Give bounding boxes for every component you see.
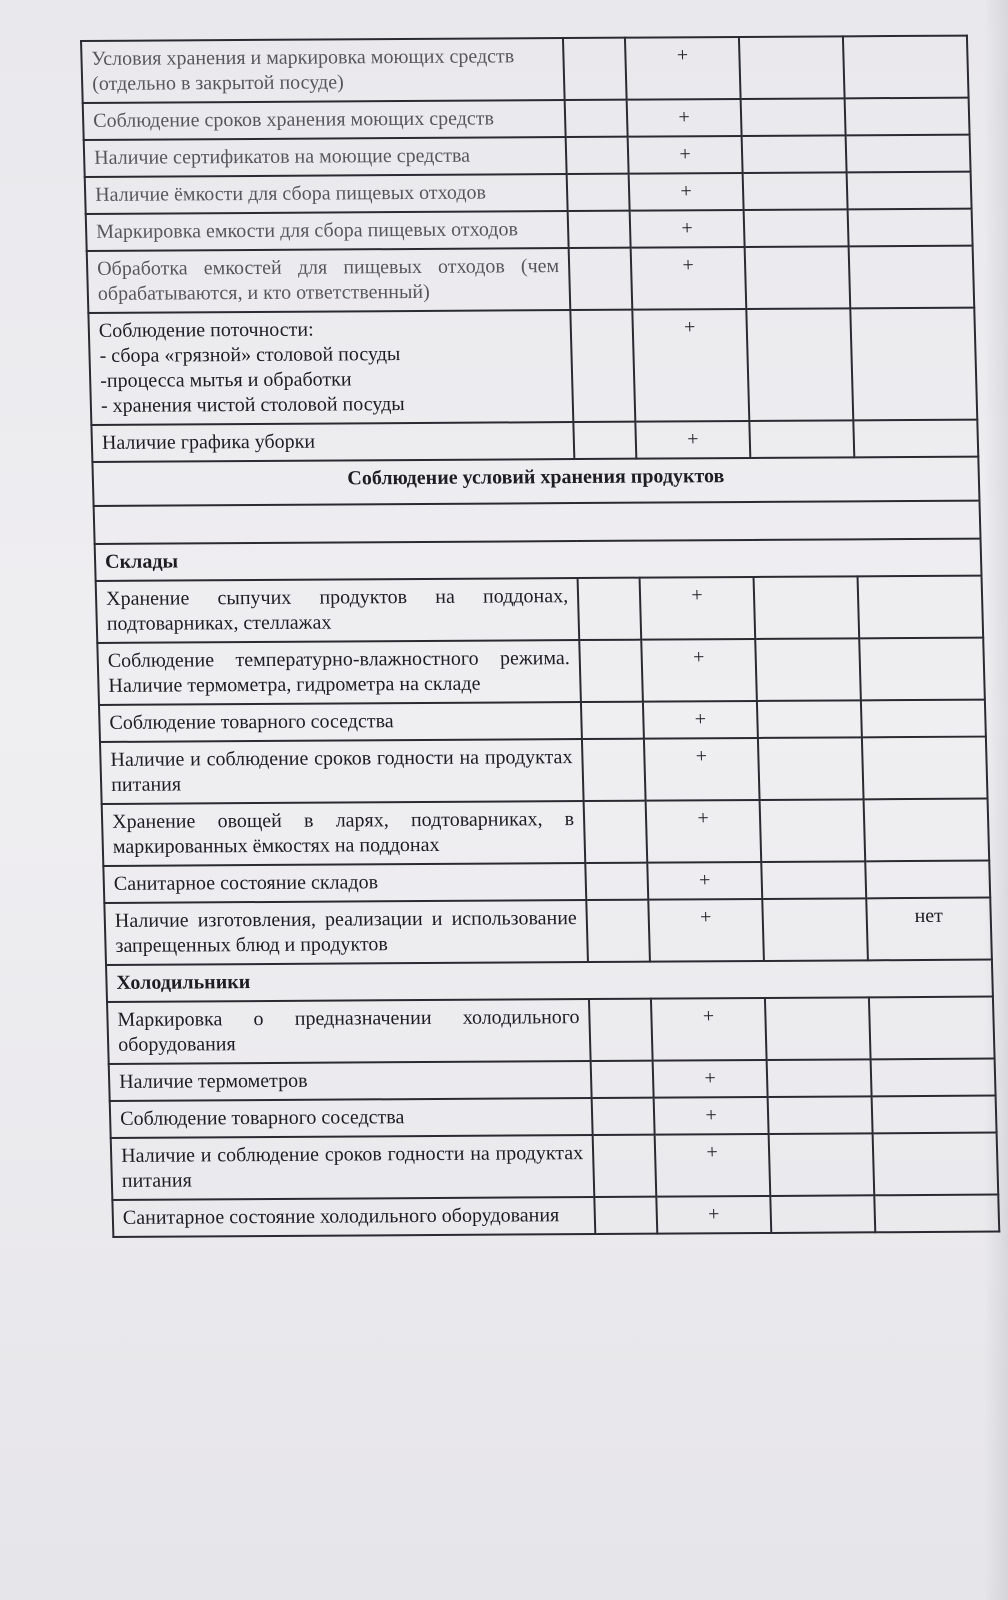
subsection-row bbox=[95, 539, 982, 581]
criterion-cell: Соблюдение товарного соседства bbox=[110, 1098, 593, 1138]
note-cell bbox=[859, 638, 985, 701]
criterion-cell: Маркировка о предназначении холодильного оборудования bbox=[107, 999, 591, 1064]
table-row bbox=[97, 638, 985, 705]
spacer-row bbox=[94, 501, 981, 544]
table-row bbox=[100, 737, 988, 804]
empty-cell bbox=[568, 211, 631, 248]
subsection-row bbox=[106, 960, 993, 1002]
mark-cell: + bbox=[656, 1196, 771, 1234]
empty-cell bbox=[591, 1061, 654, 1098]
empty-cell bbox=[573, 422, 636, 459]
note-cell bbox=[869, 997, 995, 1060]
table-row bbox=[111, 1133, 999, 1200]
empty-cell bbox=[768, 1096, 873, 1134]
criterion-cell: Соблюдение поточности: - сбора «грязной» столовой посуды -процесса мытья и обработки - хранения чистой столовой посуды bbox=[88, 310, 573, 425]
criterion-cell: Наличие и соблюдение сроков годности на продуктах питания bbox=[111, 1135, 595, 1200]
mark-cell: + bbox=[635, 421, 750, 459]
subsection-title-refrigerators: Холодильники bbox=[106, 960, 993, 1002]
mark-cell: + bbox=[655, 1134, 771, 1197]
note-cell bbox=[858, 576, 984, 639]
mark-cell: + bbox=[632, 309, 749, 422]
empty-cell bbox=[585, 863, 648, 900]
note-cell bbox=[861, 700, 986, 738]
table-row bbox=[83, 98, 970, 140]
table-row bbox=[91, 420, 978, 462]
criterion-cell: Наличие и соблюдение сроков годности на продуктах питания bbox=[100, 739, 584, 804]
empty-cell bbox=[584, 801, 648, 863]
empty-cell bbox=[743, 172, 848, 210]
table-row bbox=[84, 135, 971, 177]
criterion-cell: Обработка емкостей для пищевых отходов (чем обрабатываются, и кто ответственный) bbox=[87, 248, 571, 313]
criterion-cell: Наличие ёмкости для сбора пищевых отходов bbox=[85, 174, 568, 214]
empty-cell bbox=[570, 310, 635, 422]
empty-cell bbox=[769, 1133, 875, 1196]
mark-cell: + bbox=[630, 210, 745, 248]
empty-cell bbox=[741, 98, 846, 136]
empty-cell bbox=[592, 1098, 655, 1135]
note-cell bbox=[847, 172, 972, 210]
criterion-cell: Наличие термометров bbox=[109, 1061, 592, 1101]
note-cell-no: нет bbox=[866, 898, 992, 961]
table-row bbox=[102, 799, 990, 866]
table-row bbox=[104, 898, 992, 965]
note-cell bbox=[850, 308, 977, 421]
empty-cell bbox=[581, 702, 644, 739]
note-cell bbox=[843, 36, 969, 99]
mark-cell: + bbox=[651, 998, 767, 1061]
mark-cell: + bbox=[653, 1060, 768, 1098]
table-row bbox=[85, 172, 972, 214]
criterion-cell: Санитарное состояние холодильного оборудования bbox=[112, 1197, 595, 1237]
empty-cell bbox=[762, 898, 868, 961]
criterion-cell: Соблюдение товарного соседства bbox=[99, 702, 582, 742]
table-row bbox=[81, 36, 969, 103]
note-cell bbox=[874, 1195, 999, 1233]
table-row bbox=[107, 997, 995, 1064]
mark-cell: + bbox=[647, 862, 762, 900]
criterion-cell: Хранение сыпучих продуктов на поддонах, подтоварниках, стеллажах bbox=[96, 578, 580, 643]
note-cell bbox=[848, 209, 973, 247]
mark-cell: + bbox=[629, 173, 744, 211]
empty-cell bbox=[767, 1059, 872, 1097]
subsection-title-warehouses: Склады bbox=[95, 539, 982, 581]
criterion-cell: Санитарное состояние складов bbox=[103, 863, 586, 903]
empty-cell bbox=[742, 135, 847, 173]
empty-cell bbox=[760, 799, 866, 862]
criterion-cell: Наличие сертификатов на моющие средства bbox=[84, 137, 567, 177]
empty-cell bbox=[745, 246, 851, 309]
table-row bbox=[99, 700, 986, 742]
mark-cell: + bbox=[625, 37, 741, 100]
mark-cell: + bbox=[641, 639, 757, 702]
note-cell bbox=[862, 737, 988, 800]
section-heading-row bbox=[92, 457, 979, 506]
note-cell bbox=[871, 1059, 996, 1097]
note-cell bbox=[853, 420, 978, 458]
empty-cell bbox=[594, 1197, 657, 1234]
criterion-cell: Наличие графика уборки bbox=[91, 422, 574, 462]
table-row bbox=[86, 209, 973, 251]
mark-cell: + bbox=[640, 577, 756, 640]
empty-cell bbox=[761, 861, 866, 899]
note-cell bbox=[865, 861, 990, 899]
empty-cell bbox=[755, 638, 861, 701]
empty-cell bbox=[593, 1135, 657, 1197]
criterion-cell: Маркировка емкости для сбора пищевых отходов bbox=[86, 211, 569, 251]
criterion-cell: Соблюдение сроков хранения моющих средств bbox=[83, 100, 566, 140]
empty-cell bbox=[565, 100, 628, 137]
table-row bbox=[110, 1096, 997, 1138]
note-cell bbox=[846, 135, 971, 173]
empty-cell bbox=[566, 137, 629, 174]
mark-cell: + bbox=[628, 136, 743, 174]
mark-cell: + bbox=[631, 247, 747, 310]
mark-cell: + bbox=[643, 701, 758, 739]
checklist-table bbox=[80, 35, 1000, 1238]
note-cell bbox=[864, 799, 990, 862]
empty-cell bbox=[749, 420, 854, 458]
empty-cell bbox=[757, 700, 862, 738]
note-cell bbox=[849, 246, 975, 309]
empty-cell bbox=[567, 174, 630, 211]
empty-cell bbox=[578, 578, 642, 640]
criterion-cell: Хранение овощей в ларях, подтоварниках, в маркированных ёмкостях на поддонах bbox=[102, 801, 586, 866]
mark-cell: + bbox=[627, 99, 742, 137]
empty-cell bbox=[739, 36, 845, 99]
note-cell bbox=[845, 98, 970, 136]
empty-cell bbox=[579, 640, 643, 702]
mark-cell: + bbox=[646, 800, 762, 863]
table-row bbox=[96, 576, 984, 643]
note-cell bbox=[873, 1133, 999, 1196]
criterion-cell: Наличие изготовления, реализации и использование запрещенных блюд и продуктов bbox=[104, 900, 588, 965]
table-row bbox=[112, 1195, 999, 1237]
empty-cell bbox=[586, 900, 650, 962]
empty-cell bbox=[765, 997, 871, 1060]
table-row bbox=[87, 246, 975, 313]
table-row bbox=[88, 308, 977, 425]
mark-cell: + bbox=[648, 899, 764, 962]
criterion-cell: Соблюдение температурно-влажностного режима. Наличие термометра, гидрометра на складе bbox=[97, 640, 581, 705]
section-title: Соблюдение условий хранения продуктов bbox=[92, 457, 979, 506]
criterion-cell: Условия хранения и маркировка моющих средств (отдельно в закрытой посуде) bbox=[81, 38, 565, 103]
empty-cell bbox=[563, 38, 627, 100]
table-row bbox=[109, 1059, 996, 1101]
empty-cell bbox=[569, 248, 633, 310]
empty-cell bbox=[589, 999, 653, 1061]
table-row bbox=[103, 861, 990, 903]
note-cell bbox=[872, 1096, 997, 1134]
spacer-cell bbox=[94, 501, 981, 544]
mark-cell: + bbox=[644, 738, 760, 801]
empty-cell bbox=[744, 209, 849, 247]
mark-cell: + bbox=[654, 1097, 769, 1135]
empty-cell bbox=[746, 308, 853, 421]
empty-cell bbox=[582, 739, 646, 801]
empty-cell bbox=[754, 576, 860, 639]
empty-cell bbox=[770, 1195, 875, 1233]
empty-cell bbox=[758, 737, 864, 800]
